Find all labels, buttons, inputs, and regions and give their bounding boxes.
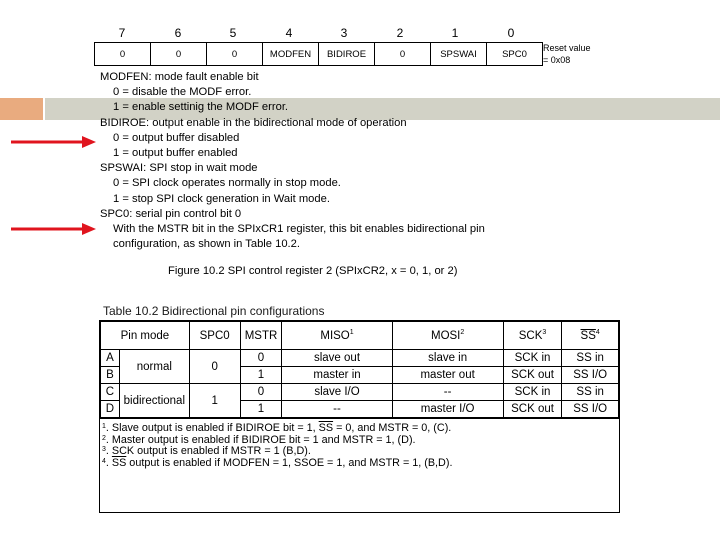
mosi-cell: master I/O	[392, 401, 503, 418]
reset-value	[543, 42, 613, 66]
figure-caption: Figure 10.2 SPI control register 2 (SPIxCR2, x = 0, 1, or 2)	[168, 265, 458, 277]
ss-cell: SS I/O	[562, 367, 619, 384]
footnote-4-num: 4	[102, 457, 106, 465]
ss-cell: SS in	[562, 350, 619, 367]
header-miso-label: MISO	[320, 329, 350, 342]
mstr-cell: 0	[240, 350, 282, 367]
footnote-1-num: 1	[102, 423, 106, 430]
header-miso	[282, 322, 392, 350]
bit-number-0: 0	[507, 26, 515, 40]
accent-block	[0, 98, 43, 120]
footnote-4	[102, 458, 619, 470]
pin-config-grid	[100, 321, 619, 418]
header-sck-note: 3	[542, 329, 547, 337]
register-cell-7: 0	[119, 48, 126, 60]
mosi-cell: --	[392, 384, 503, 401]
header-mstr: MSTR	[240, 322, 282, 350]
spc0-normal: 0	[189, 350, 240, 384]
pin-mode-normal: normal	[119, 350, 189, 384]
footnote-2-num: 2	[102, 434, 106, 442]
register-cell-4: MODFEN	[262, 43, 318, 65]
spswai-option-0: 0 = SPI clock operates normally in stop mode.	[113, 177, 341, 190]
modfen-option-0: 0 = disable the MODF error.	[113, 86, 252, 99]
bidiroe-option-0: 0 = output buffer disabled	[113, 131, 240, 144]
red-arrow-icon	[10, 136, 96, 148]
footnote-1-text-b: = 0, and MSTR = 0, (C).	[333, 422, 452, 434]
reset-label: Reset value	[543, 43, 591, 53]
sck-cell: SCK in	[503, 350, 562, 367]
ss-cell: SS I/O	[562, 401, 619, 418]
header-ss-note: 4	[595, 329, 600, 337]
mstr-cell: 0	[240, 384, 282, 401]
header-ss-label: $\overline{SS}$	[580, 329, 596, 342]
header-pin-mode: Pin mode	[101, 322, 190, 350]
bit-number-6: 6	[174, 26, 182, 40]
row-letter: B	[101, 367, 120, 384]
bit-number-1: 1	[451, 26, 459, 40]
table-title: Table 10.2 Bidirectional pin configurations	[103, 304, 325, 318]
header-ss	[562, 322, 619, 350]
register-cell-0: SPC0	[486, 43, 542, 65]
register-cell-5: 0	[206, 43, 262, 65]
footnote-4-text-b: output is enabled if MODFEN = 1, SSOE = 1, and MSTR = 1, (B,D).	[126, 456, 453, 469]
miso-cell: slave I/O	[282, 384, 392, 401]
spc0-text-line-2: configuration, as shown in Table 10.2.	[113, 238, 300, 251]
header-spc0: SPC0	[189, 322, 240, 350]
red-arrow-icon	[10, 223, 96, 235]
footnote-3-num: 3	[102, 446, 106, 453]
spc0-text-line-1: With the MSTR bit in the SPIxCR1 register, this bit enables bidirectional pin	[113, 222, 485, 235]
mstr-cell: 1	[240, 367, 282, 384]
modfen-option-1: 1 = enable settinig the MODF error.	[113, 101, 289, 114]
footnote-2-text: . Master output is enabled if BIDIROE bit = 1 and MSTR = 1, (D).	[105, 433, 416, 446]
row-letter: A	[101, 350, 120, 367]
spswai-option-1: 1 = stop SPI clock generation in Wait mode.	[113, 192, 330, 205]
table-footnotes	[100, 418, 619, 469]
table-row	[101, 384, 619, 401]
register-diagram	[94, 42, 543, 66]
miso-cell: --	[282, 401, 392, 418]
reset-value-text: = 0x08	[543, 55, 571, 65]
row-letter: D	[101, 401, 120, 418]
spswai-title: SPSWAI: SPI stop in wait mode	[100, 162, 258, 175]
mosi-cell: slave in	[392, 350, 503, 367]
sck-cell: SCK out	[503, 367, 562, 384]
miso-cell: master in	[282, 367, 392, 384]
sck-cell: SCK out	[503, 401, 562, 418]
bit-number-4: 4	[285, 26, 293, 40]
miso-cell: slave out	[282, 350, 392, 367]
header-mosi	[392, 322, 503, 350]
mstr-cell: 1	[240, 401, 282, 418]
spc0-bidirectional: 1	[189, 384, 240, 418]
bit-number-3: 3	[340, 26, 348, 40]
footnote-1-text-a: . Slave output is enabled if BIDIROE bit = 1,	[105, 422, 319, 434]
header-mosi-note: 2	[460, 329, 465, 337]
bit-descriptions	[100, 70, 700, 252]
header-mosi-label: MOSI	[430, 329, 461, 342]
bit-number-2: 2	[396, 26, 404, 40]
header-miso-note: 1	[349, 329, 354, 337]
mosi-cell: master out	[392, 367, 503, 384]
spc0-title: SPC0: serial pin control bit 0	[100, 207, 242, 220]
bit-number-7: 7	[118, 26, 126, 40]
pin-config-table	[99, 320, 620, 513]
footnote-4-text-a: .	[105, 456, 112, 469]
register-cell-1: SPSWAI	[430, 43, 486, 65]
modfen-title: MODFEN: mode fault enable bit	[100, 71, 259, 83]
table-row	[101, 350, 619, 367]
sck-cell: SCK in	[503, 384, 562, 401]
pin-mode-bidirectional: bidirectional	[119, 384, 189, 418]
ss-cell: SS in	[562, 384, 619, 401]
bidiroe-option-1: 1 = output buffer enabled	[113, 146, 238, 159]
footnote-4-ss: $\overline{SS}$	[111, 456, 127, 469]
row-letter: C	[101, 384, 120, 401]
register-cell-6: 0	[150, 43, 206, 65]
footnote-1-ss: $\overline{SS}$	[318, 422, 334, 434]
register-cell-2: 0	[374, 43, 430, 65]
bidiroe-title: BIDIROE: output enable in the bidirectional mode of operation	[100, 116, 407, 129]
header-sck-label: SCK	[518, 329, 543, 342]
register-cell-3: BIDIROE	[318, 43, 374, 65]
header-sck	[503, 322, 562, 350]
bit-number-5: 5	[229, 26, 237, 40]
footnote-3-text: . SCK output is enabled if MSTR = 1 (B,D).	[105, 445, 311, 457]
